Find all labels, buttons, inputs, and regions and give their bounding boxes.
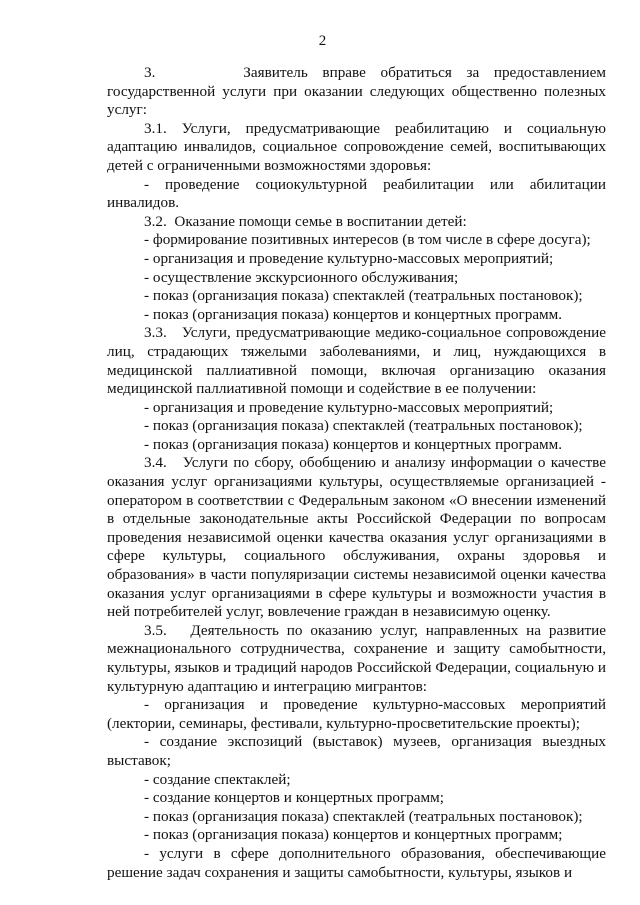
list-item: - создание спектаклей; — [144, 770, 291, 788]
list-item: - показ (организация показа) спектаклей (театральных постановок); — [144, 807, 583, 825]
paragraph: 3. Заявитель вправе обратиться за предоставлением государственной услуги при оказании следующих общественно полезных услуг: — [107, 64, 606, 119]
paragraph: 3.1. Услуги, предусматривающие реабилитацию и социальную адаптацию инвалидов, социальное сопровождение семей, воспитывающих детей с ограниченными возможностями здоровья: — [107, 119, 606, 174]
list-item: - показ (организация показа) спектаклей (театральных постановок); — [144, 417, 583, 435]
list-item: - организация и проведение культурно-массовых мероприятий; — [144, 249, 554, 267]
paragraph: 3.3. Услуги, предусматривающие медико-социальное сопровождение лиц, страдающих тяжелыми заболеваниями, и лиц, нуждающихся в медицинской паллиативной помощи, включая организацию оказания медицинской паллиативной помощи и содействие в ее получении: — [107, 324, 606, 398]
list-item: - организация и проведение культурно-массовых мероприятий (лектории, семинары, фестивали, культурно-просветительские проекты); — [107, 696, 606, 732]
list-item: - показ (организация показа) спектаклей (театральных постановок); — [144, 287, 583, 305]
list-item: - формирование позитивных интересов (в том числе в сфере досуга); — [144, 231, 591, 249]
list-item: - показ (организация показа) концертов и концертных программ. — [144, 435, 563, 453]
list-item: - показ (организация показа) концертов и концертных программ; — [144, 826, 563, 844]
list-item: - услуги в сфере дополнительного образования, обеспечивающие решение задач сохранения и защиты самобытности, культуры, языков и — [107, 844, 606, 881]
paragraph: 3.2. Оказание помощи семье в воспитании детей: — [144, 212, 467, 230]
document-body — [107, 64, 606, 882]
list-item: - создание экспозиций (выставок) музеев, организация выездных выставок; — [107, 733, 606, 769]
list-item: - организация и проведение культурно-массовых мероприятий; — [144, 398, 554, 416]
list-item: - проведение социокультурной реабилитации или абилитации инвалидов. — [107, 175, 606, 212]
page-number: 2 — [318, 33, 327, 49]
list-item: - показ (организация показа) концертов и концертных программ. — [144, 305, 563, 323]
paragraph: 3.4. Услуги по сбору, обобщению и анализу информации о качестве оказания услуг организациями культуры, осуществляемые организацией - оператором в соответствии с Федеральным законом «О внесении изменений в отдельные законодательные акты Российской Федерации по вопросам проведения независимой оценки качества оказания услуг организациями в сфере культуры, социального обслуживания, охраны здоровья и образования» в части популяризации системы независимой оценки качества оказания услуг организациями в сфере культуры и возможности участия в ней потребителей услуг, вовлечение граждан в независимую оценку. — [107, 454, 606, 621]
paragraph: 3.5. Деятельность по оказанию услуг, направленных на развитие межнационального сотрудничества, сохранение и защиту самобытности, культуры, языков и традиций народов Российской Федерации, социальную и культурную адаптацию и интеграцию мигрантов: — [107, 621, 606, 695]
list-item: - создание концертов и концертных программ; — [144, 789, 444, 807]
list-item: - осуществление экскурсионного обслуживания; — [144, 268, 459, 286]
